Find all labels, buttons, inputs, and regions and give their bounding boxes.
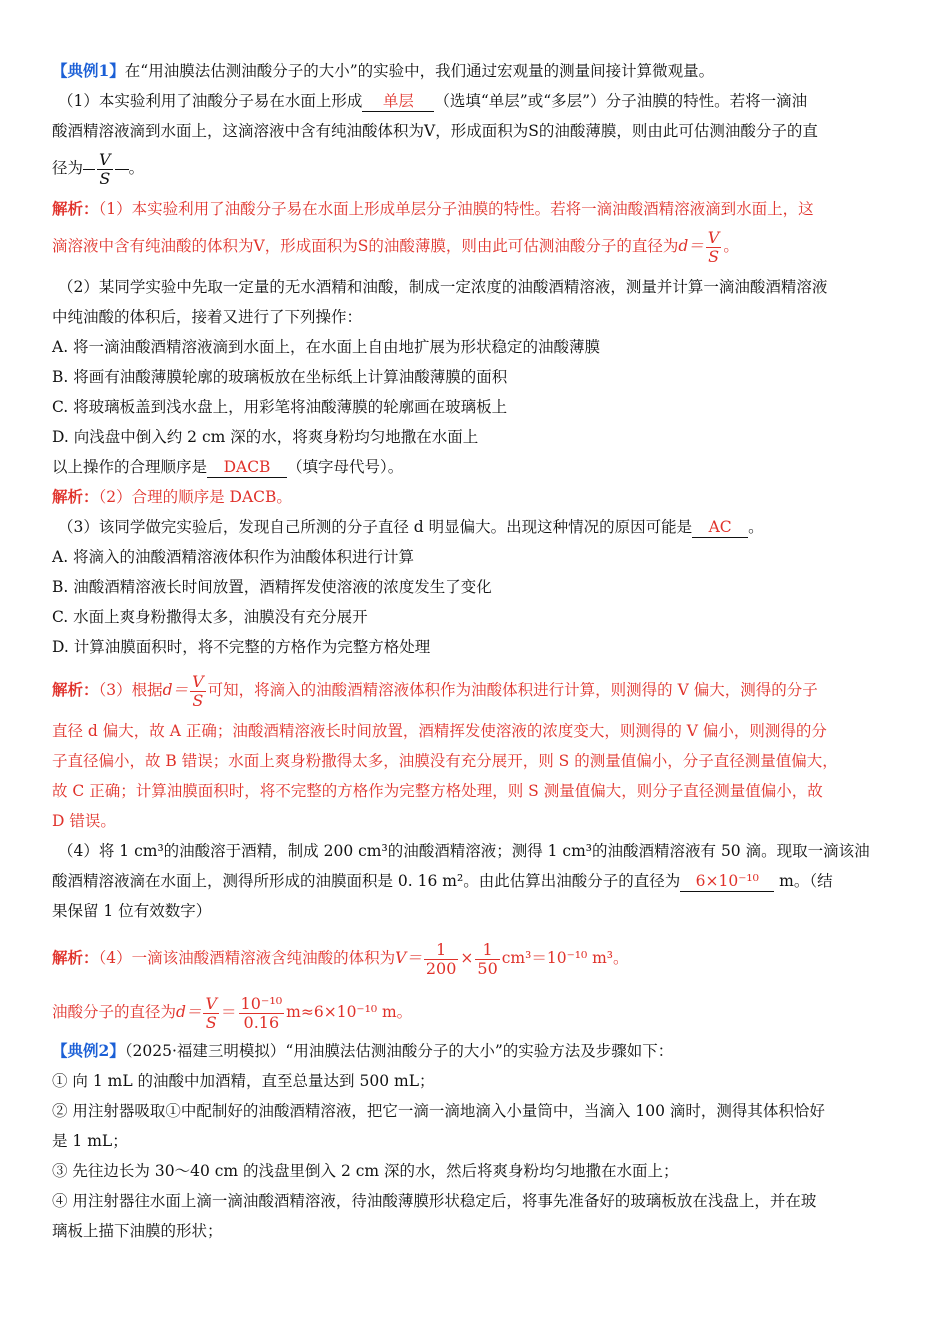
q1-frac-num: V [99, 149, 111, 169]
a1-eq: d＝ [678, 237, 704, 255]
a4-frac3-den: S [205, 1012, 217, 1032]
a4-eq-v: V＝ [395, 949, 422, 967]
q3-text: （3）该同学做完实验后，发现自己所测的分子直径 d 明显偏大。出现这种情况的原因可能是 [58, 518, 693, 536]
ex2-step4: ④ 用注射器往水面上滴一滴油酸酒精溶液，待油酸薄膜形状稳定后，将事先准备好的玻璃板放在浅盘上，并在玻 [52, 1192, 817, 1210]
q1-blank-right [115, 169, 129, 170]
a3-eq: d＝ [162, 681, 189, 699]
example2-intro-text: （2025·福建三明模拟）“用油膜法估测油酸分子的大小”的实验方法及步骤如下： [124, 1042, 674, 1060]
q1-line2: 酸酒精溶液滴到水面上，这滴溶液中含有纯油酸体积为V，形成面积为S的油酸薄膜，则由此可估测油酸分子的直 [52, 122, 818, 140]
q1-text-a: （1）本实验利用了油酸分子易在水面上形成 [58, 92, 363, 110]
a3-line2: 直径 d 偏大，故 A 正确；油酸酒精溶液长时间放置，酒精挥发使溶液的浓度变大，则测得的 V 偏小，则测得的分 [52, 722, 827, 740]
q2-option-d: D. 向浅盘中倒入约 2 cm 深的水，将爽身粉均匀地撒在水面上 [52, 428, 479, 446]
a4-frac3-num: V [205, 993, 218, 1013]
a4-fraction3 [203, 995, 219, 1032]
a4-frac1-den: 200 [425, 958, 457, 978]
a1-frac-num: V [707, 227, 720, 247]
a1-end: 。 [723, 237, 739, 255]
a4-frac4-den: 0.16 [243, 1012, 280, 1032]
q1-line3 [52, 146, 896, 190]
q3-end: 。 [748, 518, 764, 536]
q2-order-text: 以上操作的合理顺序是 [52, 458, 208, 476]
q4-text2a: 酸酒精溶液滴在水面上，测得所形成的油膜面积是 0. 16 m²。由此估算出油酸分子的直径为 [52, 872, 681, 890]
a4-frac4-num: 10⁻¹⁰ [240, 993, 283, 1013]
a3-label: 解析： [52, 680, 99, 699]
q3-option-a: A. 将滴入的油酸酒精溶液体积作为油酸体积进行计算 [52, 548, 415, 566]
q3-answer-blank: AC [692, 517, 748, 538]
q1-line3-end: 。 [128, 159, 145, 177]
a1-line2 [52, 224, 896, 268]
example1-intro-text: 在“用油膜法估测油酸分子的大小”的实验中，我们通过宏观量的测量间接计算微观量。 [124, 62, 715, 80]
a1-label: 解析： [52, 199, 99, 218]
q2-line1: （2）某同学实验中先取一定量的无水酒精和油酸，制成一定浓度的油酸酒精溶液，测量并计算一滴油酸酒精溶液 [58, 278, 828, 296]
a3-frac-den: S [192, 690, 204, 710]
q2-line2: 中纯油酸的体积后，接着又进行了下列操作： [52, 308, 363, 326]
a4-line2 [52, 990, 896, 1034]
q1-frac-den: S [99, 168, 111, 188]
a4-fraction4 [239, 995, 285, 1032]
a3-frac-num: V [192, 671, 204, 691]
ex2-step2-cont: 是 1 mL； [52, 1132, 128, 1150]
a1-line1 [52, 194, 896, 224]
a2-line [52, 482, 896, 512]
a3-line3: 子直径偏小，故 B 错误；水面上爽身粉撒得太多，油膜没有充分展开，则 S 的测量值偏小，分子直径测量值偏大， [52, 752, 838, 770]
example2-tag: 【典例2】 [52, 1041, 125, 1060]
a3-text1a: （3）根据 [98, 681, 163, 699]
a3-line1 [52, 668, 896, 712]
example1-intro [52, 56, 896, 86]
q1-text-b: （选填“单层”或“多层”）分子油膜的特性。若将一滴油 [434, 92, 808, 110]
q2-option-b: B. 将画有油酸薄膜轮廓的玻璃板放在坐标纸上计算油酸薄膜的面积 [52, 368, 508, 386]
a1-frac-den: S [708, 246, 720, 266]
a4-text1b: cm³＝10⁻¹⁰ m³。 [501, 949, 629, 967]
example2-intro [52, 1036, 896, 1066]
a4-fraction1 [424, 941, 459, 978]
q1-blank-left [83, 169, 95, 170]
a4-frac1-num: 1 [424, 941, 459, 960]
q1-answer-blank: 单层 [362, 91, 434, 112]
a4-text1a: （4）一滴该油酸酒精溶液含纯油酸的体积为 [98, 949, 396, 967]
q2-option-a: A. 将一滴油酸酒精溶液滴到水面上，在水面上自由地扩展为形状稳定的油酸薄膜 [52, 338, 601, 356]
a2-text: （2）合理的顺序是 DACB。 [98, 488, 292, 506]
a4-fraction2 [475, 941, 499, 978]
example1-tag: 【典例1】 [52, 61, 125, 80]
ex2-step3: ③ 先往边长为 30～40 cm 的浅盘里倒入 2 cm 深的水，然后将爽身粉均匀地撒在水面上； [52, 1162, 679, 1180]
q4-line2 [52, 866, 896, 896]
q2-option-c: C. 将玻璃板盖到浅水盘上，用彩笔将油酸薄膜的轮廓画在玻璃板上 [52, 398, 508, 416]
q3-line [58, 512, 896, 542]
a3-line5: D 错误。 [52, 812, 116, 830]
q4-answer-blank: 6×10⁻¹⁰ [680, 871, 774, 892]
ex2-step2: ② 用注射器吸取①中配制好的油酸酒精溶液，把它一滴一滴地滴入小量筒中，当滴入 100 滴时，测得其体积恰好 [52, 1102, 825, 1120]
q2-order-line [52, 452, 896, 482]
q3-option-b: B. 油酸酒精溶液长时间放置，酒精挥发使溶液的浓度发生了变化 [52, 578, 492, 596]
a3-text1b: 可知，将滴入的油酸酒精溶液体积作为油酸体积进行计算，则测得的 V 偏大，测得的分子 [207, 681, 818, 699]
q4-line3: 果保留 1 位有效数字） [52, 902, 212, 920]
a4-text2b: m≈6×10⁻¹⁰ m。 [286, 1003, 413, 1021]
a4-frac2-num: 1 [475, 941, 499, 960]
q4-text2b: m。（结 [774, 872, 833, 890]
a4-eq-d: d＝ [176, 1003, 202, 1021]
q3-option-d: D. 计算油膜面积时，将不完整的方格作为完整方格处理 [52, 638, 431, 656]
a1-text2: 滴溶液中含有纯油酸的体积为V，形成面积为S的油酸薄膜，则由此可估测油酸分子的直径为 [52, 237, 679, 255]
q1-fraction [97, 151, 113, 188]
a1-fraction [706, 229, 722, 266]
a4-times: × [460, 949, 474, 967]
q3-option-c: C. 水面上爽身粉撒得太多，油膜没有充分展开 [52, 608, 368, 626]
ex2-step4-cont: 璃板上描下油膜的形状； [52, 1222, 223, 1240]
a4-frac2-den: 50 [477, 958, 498, 978]
q2-order-end: （填字母代号）。 [287, 458, 404, 476]
a4-eq2: ＝ [221, 1003, 237, 1021]
q1-line1 [58, 86, 896, 116]
q2-answer-blank: DACB [207, 457, 287, 478]
q4-line1: （4）将 1 cm³的油酸溶于酒精，制成 200 cm³的油酸酒精溶液；测得 1 cm³的油酸酒精溶液有 50 滴。现取一滴该油 [58, 842, 870, 860]
ex2-step1: ① 向 1 mL 的油酸中加酒精，直至总量达到 500 mL； [52, 1072, 435, 1090]
a3-line4: 故 C 正确；计算油膜面积时，将不完整的方格作为完整方格处理，则 S 测量值偏大，则分子直径测量值偏小，故 [52, 782, 823, 800]
a3-fraction [190, 673, 206, 710]
q1-line3-text: 径为 [52, 159, 84, 177]
a2-label: 解析： [52, 487, 99, 506]
a4-text2a: 油酸分子的直径为 [52, 1003, 177, 1021]
document-page [52, 56, 896, 1246]
a4-label: 解析： [52, 948, 99, 967]
a1-text1: （1）本实验利用了油酸分子易在水面上形成单层分子油膜的特性。若将一滴油酸酒精溶液滴到水面上，这 [98, 200, 814, 218]
a4-line1 [52, 936, 896, 980]
